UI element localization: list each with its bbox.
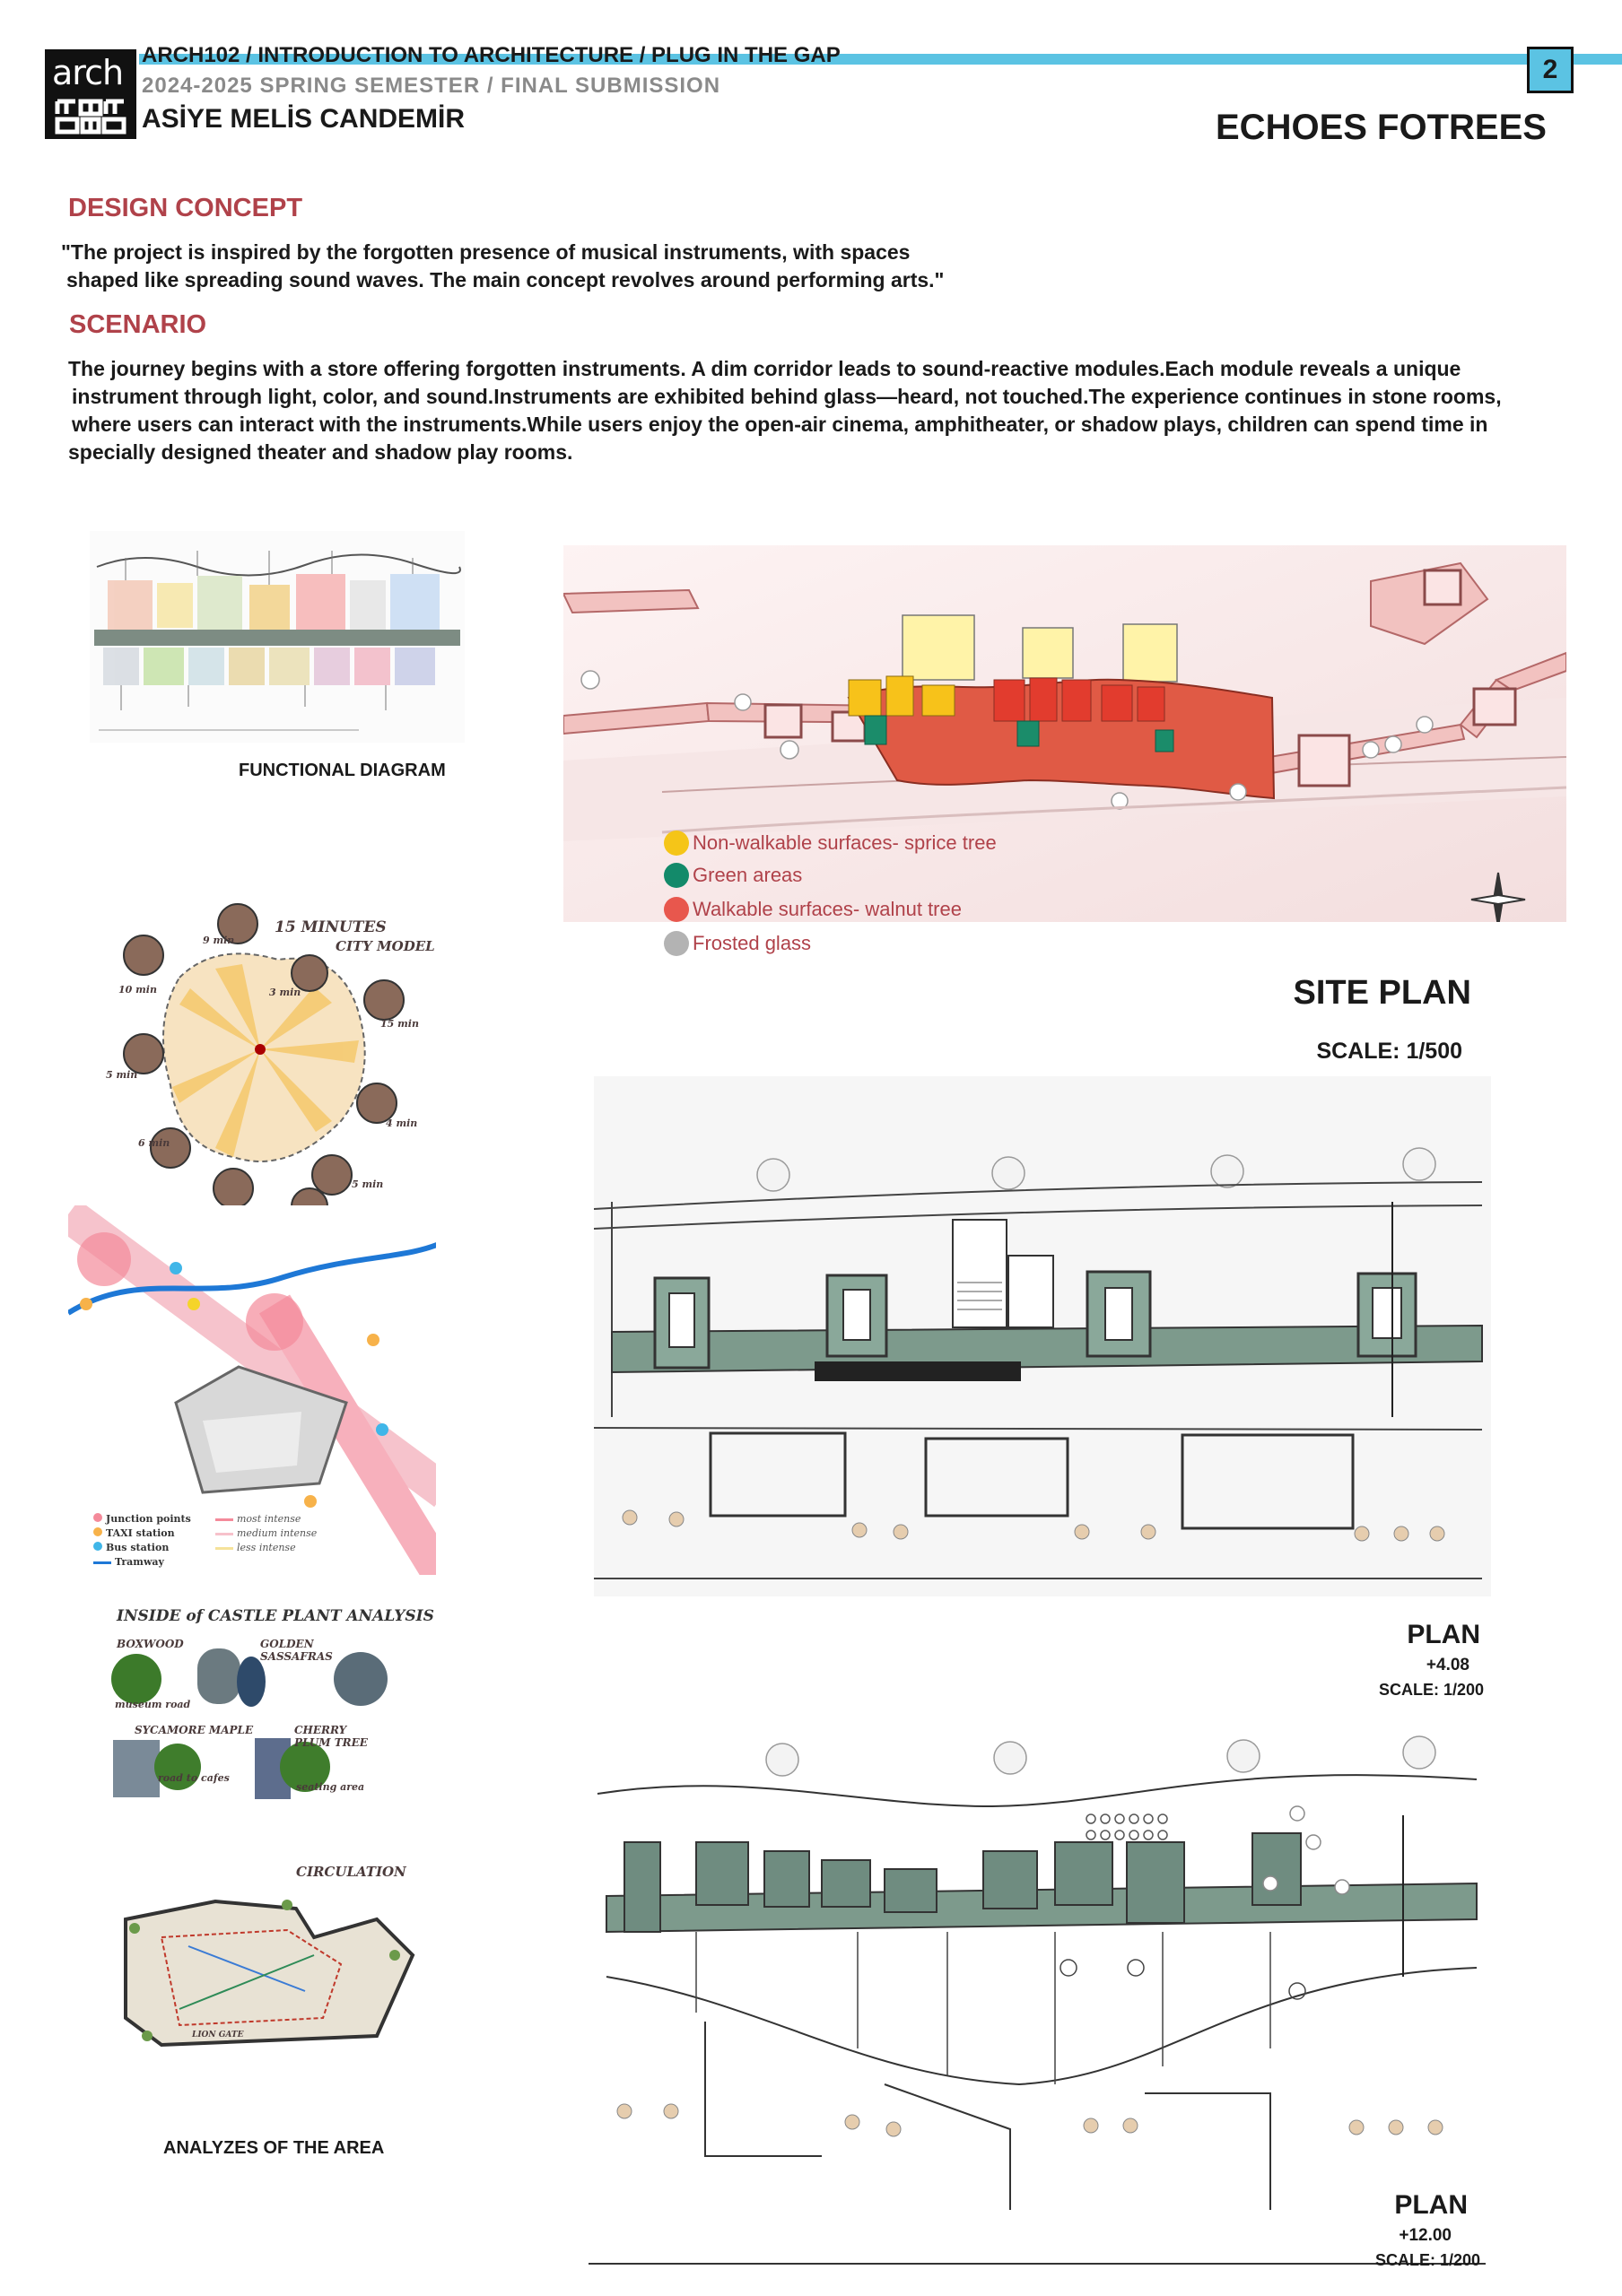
legend-item bbox=[664, 897, 962, 922]
design-concept-line-2: shaped like spreading sound waves. The main concept revolves around performing arts." bbox=[66, 268, 945, 291]
legend-label: Walkable surfaces- walnut tree bbox=[693, 898, 962, 920]
scenario-line-1: The journey begins with a store offering forgotten instruments. A dim corridor leads to sound-reactive modules.Each module reveals a unique bbox=[68, 357, 1461, 380]
gate-label: LION GATE bbox=[192, 2031, 244, 2039]
time-label: 9 min bbox=[203, 935, 235, 946]
functional-diagram bbox=[90, 531, 465, 743]
legend-swatch-green bbox=[664, 863, 689, 888]
site-plan-scale: SCALE: 1/500 bbox=[1316, 1039, 1462, 1064]
legend-label: Green areas bbox=[693, 864, 803, 886]
logo-text: arch bbox=[52, 53, 124, 92]
plant-note: road to cafes bbox=[158, 1772, 230, 1784]
legend-item: Bus station bbox=[93, 1541, 327, 1555]
time-label: 10 min bbox=[118, 984, 157, 996]
legend-item: medium intense bbox=[215, 1526, 359, 1541]
legend-item bbox=[664, 831, 997, 856]
legend-item: most intense bbox=[215, 1512, 359, 1526]
legend-label: Frosted glass bbox=[693, 932, 812, 954]
scenario-line-2: instrument through light, color, and sound.Instruments are exhibited behind glass—heard, not touched.The experience continues in stone rooms, bbox=[72, 385, 1502, 408]
plan-2-scale: SCALE: 1/200 bbox=[1374, 2251, 1480, 2269]
legend-item: less intense bbox=[215, 1541, 359, 1555]
city-model-title-2: CITY MODEL bbox=[336, 938, 435, 954]
site-plan-title: SITE PLAN bbox=[1293, 974, 1471, 1012]
school-logo bbox=[45, 49, 136, 139]
scenario-line-4: specially designed theater and shadow play rooms. bbox=[68, 440, 573, 464]
legend-item bbox=[664, 863, 802, 888]
legend-item: Tramway bbox=[93, 1555, 327, 1570]
time-label: 5 min bbox=[106, 1069, 138, 1081]
semester-label: 2024-2025 SPRING SEMESTER / FINAL SUBMISSION bbox=[142, 74, 721, 98]
legend-swatch-yellow bbox=[664, 831, 689, 856]
scenario-heading: SCENARIO bbox=[69, 310, 207, 339]
plan-2-level: +12.00 bbox=[1399, 2226, 1452, 2245]
time-label: 5 min bbox=[352, 1178, 384, 1190]
plan-1-title: PLAN bbox=[1407, 1620, 1480, 1649]
plant-note: seating area bbox=[296, 1781, 365, 1793]
plan-1-level: +4.08 bbox=[1426, 1656, 1469, 1674]
time-label: 3 min bbox=[269, 987, 301, 998]
course-title: ARCH102 / INTRODUCTION TO ARCHITECTURE / PLUG IN THE GAP bbox=[142, 43, 841, 67]
plant-label: CHERRY PLUM TREE bbox=[294, 1724, 368, 1749]
circulation-map bbox=[108, 1883, 422, 2063]
functional-diagram-caption: FUNCTIONAL DIAGRAM bbox=[239, 761, 446, 780]
legend-item: Junction points bbox=[93, 1512, 327, 1526]
plant-note: museum road bbox=[115, 1699, 191, 1710]
legend-item: TAXI station bbox=[93, 1526, 327, 1541]
time-label: 4 min bbox=[386, 1118, 418, 1129]
page-number: 2 bbox=[1527, 47, 1574, 93]
site-plan-legend bbox=[664, 831, 1041, 965]
plan-1-scale: SCALE: 1/200 bbox=[1378, 1681, 1484, 1699]
legend-item bbox=[664, 931, 811, 956]
legend-swatch-gray bbox=[664, 931, 689, 956]
plan-level-1-drawing bbox=[594, 1076, 1491, 1596]
legend-swatch-red bbox=[664, 897, 689, 922]
intensity-legend bbox=[215, 1512, 359, 1555]
analyzes-caption: ANALYZES OF THE AREA bbox=[163, 2138, 385, 2158]
plant-analysis-title: INSIDE of CASTLE PLANT ANALYSIS bbox=[117, 1607, 434, 1625]
author-name: ASİYE MELİS CANDEMİR bbox=[142, 104, 466, 134]
logo-mark-icon bbox=[45, 49, 136, 139]
plant-label: SYCAMORE MAPLE bbox=[135, 1724, 254, 1736]
time-label: 15 min bbox=[380, 1018, 419, 1030]
scenario-line-3: where users can interact with the instruments.While users enjoy the open-air cinema, amphitheater, or shadow plays, children can spend time in bbox=[72, 413, 1488, 436]
design-concept-heading: DESIGN CONCEPT bbox=[68, 194, 303, 222]
design-concept-line-1: "The project is inspired by the forgotten presence of musical instruments, with spaces bbox=[61, 240, 911, 264]
legend-label: Non-walkable surfaces- sprice tree bbox=[693, 831, 997, 854]
circulation-title: CIRCULATION bbox=[296, 1864, 406, 1880]
project-title: ECHOES FOTREES bbox=[1216, 108, 1547, 147]
city-model-title-1: 15 MINUTES bbox=[275, 918, 387, 936]
plant-label: GOLDEN SASSAFRAS bbox=[260, 1638, 333, 1663]
time-label: 6 min bbox=[138, 1137, 170, 1149]
plant-label: BOXWOOD bbox=[117, 1638, 184, 1650]
plan-2-title: PLAN bbox=[1394, 2190, 1468, 2220]
